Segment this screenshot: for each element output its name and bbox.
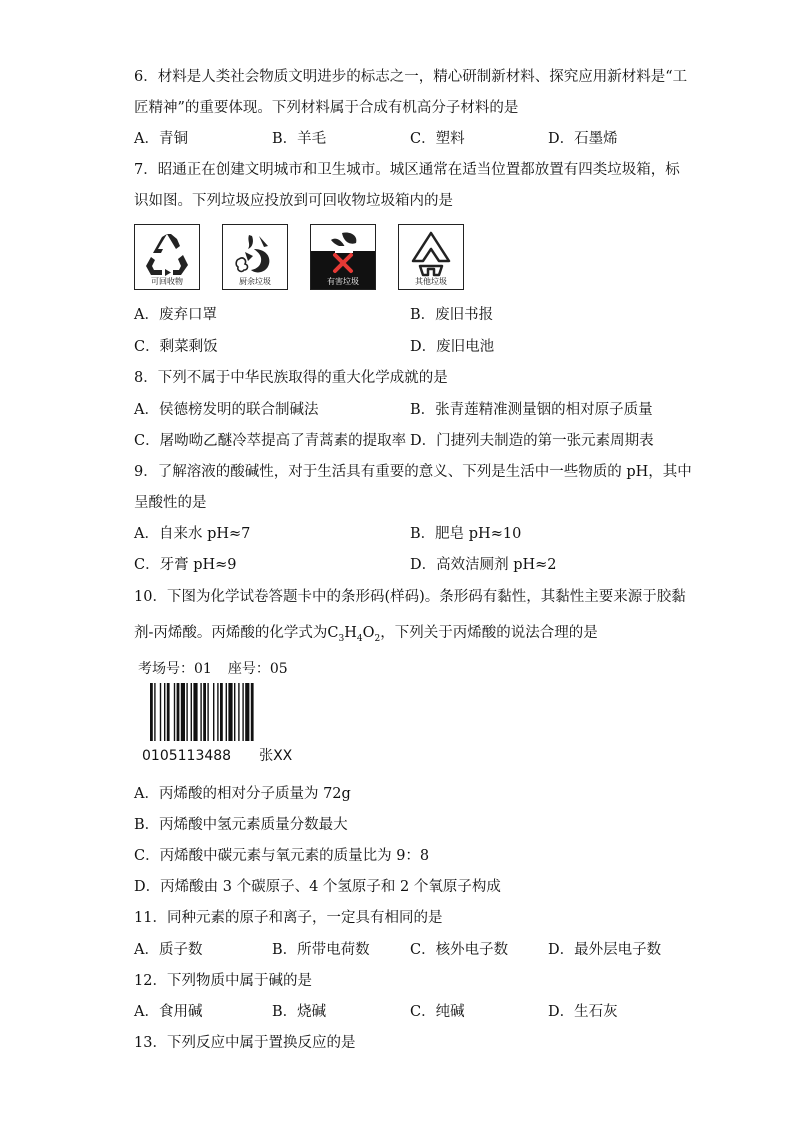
bin-label-kitchen: 厨余垃圾 xyxy=(239,277,271,286)
q10-option-c: C．丙烯酸中碳元素与氧元素的质量比为 9：8 xyxy=(134,848,430,864)
barcode-bar xyxy=(200,683,201,741)
q10-stem-pre: 剂-丙烯酸。丙烯酸的化学式为 xyxy=(134,625,328,641)
recyclable-bin-sign xyxy=(134,224,200,290)
q9-option-a: A．自来水 pH≈7 xyxy=(134,526,251,542)
q11-option-c: C．核外电子数 xyxy=(410,942,509,958)
q8-option-d: D．门捷列夫制造的第一张元素周期表 xyxy=(410,433,654,449)
q7-stem-line2: 识如图。下列垃圾应投放到可回收物垃圾箱内的是 xyxy=(134,193,453,209)
q11-option-a: A．质子数 xyxy=(134,942,203,958)
barcode-bar xyxy=(150,683,153,741)
barcode-image xyxy=(150,683,280,741)
barcode-footer xyxy=(142,747,292,765)
barcode-bar xyxy=(228,683,232,741)
q9-stem-line1: 9．了解溶液的酸碱性，对于生活具有重要的意义、下列是生活中一些物质的 pH，其中 xyxy=(134,464,692,480)
q11-option-b: B．所带电荷数 xyxy=(272,942,370,958)
barcode-bar xyxy=(234,683,235,741)
q7-option-a: A．废弃口罩 xyxy=(134,307,217,323)
q7-option-b: B．废旧书报 xyxy=(410,307,494,323)
barcode-bar xyxy=(251,683,254,741)
barcode-bar xyxy=(164,683,165,741)
bin-label-recyclable: 可回收物 xyxy=(151,277,183,286)
q7-option-c: C．剩菜剩饭 xyxy=(134,339,218,355)
q6-stem-line1: 6．材料是人类社会物质文明进步的标志之一，精心研制新材料、探究应用新材料是“工 xyxy=(134,69,688,85)
barcode-bar xyxy=(207,683,208,741)
q9-option-b: B．肥皂 pH≈10 xyxy=(410,526,522,542)
q9-stem-line2: 呈酸性的是 xyxy=(134,495,207,511)
q10-stem-line1: 10．下图为化学试卷答题卡中的条形码(样码)。条形码有黏性，其黏性主要来源于胶黏 xyxy=(134,589,686,605)
barcode-bar xyxy=(174,683,175,741)
barcode-bar xyxy=(220,683,223,741)
barcode-bar xyxy=(167,683,170,741)
barcode-number: 0105113488 xyxy=(142,748,232,764)
seat-number: 座号：05 xyxy=(227,661,288,677)
hazardous-bin-sign xyxy=(310,224,376,290)
barcode-bar xyxy=(245,683,249,741)
q7-stem-line1: 7．昭通正在创建文明城市和卫生城市。城区通常在适当位置都放置有四类垃圾箱，标 xyxy=(134,162,680,178)
q6-stem-line2: 匠精神”的重要体现。下列材料属于合成有机高分子材料的是 xyxy=(134,100,519,116)
q6-option-b: B．羊毛 xyxy=(272,131,327,147)
barcode-bar xyxy=(203,683,206,741)
barcode-bar xyxy=(160,683,161,741)
student-name: 张XX xyxy=(259,748,293,764)
barcode-bar xyxy=(226,683,227,741)
chemical-formula: $C_3H_4O_2$ xyxy=(327,625,381,644)
q13-stem: 13．下列反应中属于置换反应的是 xyxy=(134,1035,356,1051)
barcode-header xyxy=(138,660,288,678)
q12-stem: 12．下列物质中属于碱的是 xyxy=(134,973,312,989)
barcode-bar xyxy=(186,683,187,741)
q12-option-d: D．生石灰 xyxy=(548,1004,618,1020)
exam-room-number: 考场号：01 xyxy=(138,661,212,677)
bin-label-other: 其他垃圾 xyxy=(415,277,447,286)
barcode-bar xyxy=(181,683,185,741)
barcode-bar xyxy=(191,683,192,741)
q7-option-d: D．废旧电池 xyxy=(410,339,495,355)
barcode-bar xyxy=(193,683,197,741)
q10-stem-post: ，下列关于丙烯酸的说法合理的是 xyxy=(380,625,598,641)
q10-option-a: A．丙烯酸的相对分子质量为 72g xyxy=(134,786,351,802)
q8-option-a: A．侯德榜发明的联合制碱法 xyxy=(134,402,319,418)
barcode-bar xyxy=(154,683,155,741)
other-waste-bin-sign xyxy=(398,224,464,290)
barcode-bar xyxy=(238,683,239,741)
q12-option-a: A．食用碱 xyxy=(134,1004,203,1020)
barcode-bar xyxy=(213,683,214,741)
q8-option-b: B．张青莲精准测量铟的相对原子质量 xyxy=(410,402,653,418)
barcode-bar xyxy=(217,683,218,741)
barcode-bar xyxy=(242,683,243,741)
q10-option-b: B．丙烯酸中氢元素质量分数最大 xyxy=(134,817,348,833)
q12-option-b: B．烧碱 xyxy=(272,1004,327,1020)
q11-stem: 11．同种元素的原子和离子，一定具有相同的是 xyxy=(134,910,443,926)
q10-stem-line2 xyxy=(134,623,598,649)
q8-option-c: C．屠呦呦乙醚冷萃提高了青蒿素的提取率 xyxy=(134,433,407,449)
bin-label-hazardous: 有害垃圾 xyxy=(327,277,359,286)
q8-stem: 8．下列不属于中华民族取得的重大化学成就的是 xyxy=(134,370,448,386)
q9-option-c: C．牙膏 pH≈9 xyxy=(134,557,237,573)
barcode-bar xyxy=(177,683,180,741)
q12-option-c: C．纯碱 xyxy=(410,1004,465,1020)
q6-option-a: A．青铜 xyxy=(134,131,188,147)
q6-option-d: D．石墨烯 xyxy=(548,131,618,147)
q10-option-d: D．丙烯酸由 3 个碳原子、4 个氢原子和 2 个氧原子构成 xyxy=(134,879,501,895)
q11-option-d: D．最外层电子数 xyxy=(548,942,662,958)
kitchen-waste-bin-sign xyxy=(222,224,288,290)
q9-option-d: D．高效洁厕剂 pH≈2 xyxy=(410,557,557,573)
q6-option-c: C．塑料 xyxy=(410,131,465,147)
